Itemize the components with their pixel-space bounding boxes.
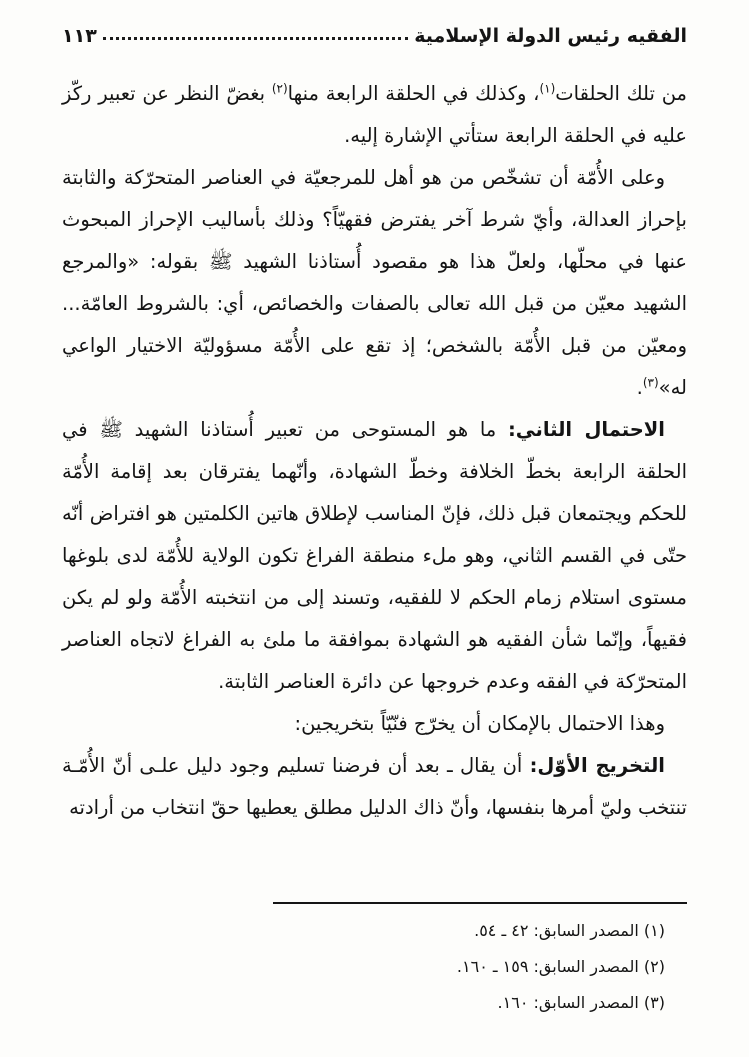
footnote-ref: (١) — [539, 81, 556, 96]
paragraph — [62, 745, 687, 829]
text-run: أن يقال ـ بعد أن فرضنا تسليم وجود دليل علـى أنّ الأُمّـة تنتخب وليّ أمرها بنفسها، وأنّ ذاك الدليل مطلق يعطيها حقّ انتخاب من أرادته — [62, 754, 687, 819]
text-run: بغضّ النظر عن تعبير ركّز عليه في الحلقة الرابعة ستأتي الإشارة إليه. — [62, 82, 687, 147]
page-number: ١١٣ — [62, 25, 97, 47]
footnote-ref: (٢) — [271, 81, 288, 96]
paragraph — [62, 703, 687, 745]
text-run: وعلى الأُمّة أن تشخّص من هو أهل للمرجعيّة في العناصر المتحرّكة والثابتة بإحراز العدالة، وأيّ شرط آخر يفترض فقهيّاً؟ وذلك بأساليب الإحراز المبحوث عنها في محلّها، ولعلّ هذا هو مقصود أُستاذنا الشهيد ﷺ بقوله: «والمرجع الشهيد معيّن من قبل الله تعالى بالصفات والخصائص، أي: بالشروط العامّة... ومعيّن من قبل الأُمّة بالشخص؛ إذ تقع على الأُمّة مسؤوليّة الاختيار الواعي له» — [62, 166, 687, 399]
dotted-leader — [103, 37, 408, 40]
page-header — [62, 25, 687, 47]
bold-lead: الاحتمال الثاني: — [507, 418, 665, 441]
footnote-list — [62, 913, 687, 1021]
text-run: ما هو المستوحى من تعبير أُستاذنا الشهيد ﷺ في الحلقة الرابعة بخطّ الخلافة وخطّ الشهادة، وأنّهما يفترقان بعد إقامة الأُمّة للحكم ويجتمعان قبل ذلك، فإنّ المناسب لإطلاق هاتين الكلمتين هو افتراض أنّه حتّى في القسم الثاني، وهو ملء منطقة الفراغ تكون الولاية للأُمّة لدى بلوغها مستوى استلام زمام الحكم لا للفقيه، وتسند إلى من انتخبته الأُمّة ولو لم يكن فقيهاً، وإنّما شأن الفقيه هو الشهادة بموافقة ما ملئ به الفراغ لاتجاه العناصر المتحرّكة في الفقه وعدم خروجها عن دائرة العناصر الثابتة. — [62, 418, 687, 693]
footnotes-section — [62, 902, 687, 1021]
text-run: . — [636, 376, 643, 399]
footnote: (٣) المصدر السابق: ١٦٠. — [497, 993, 665, 1012]
body-text — [62, 73, 687, 829]
text-run: من تلك الحلقات — [555, 82, 687, 105]
bold-lead: التخريج الأوّل: — [529, 754, 665, 777]
running-title: الفقيه رئيس الدولة الإسلامية — [414, 25, 687, 47]
paragraph — [62, 157, 687, 409]
text-run: وهذا الاحتمال بالإمكان أن يخرّج فنّيّاً بتخريجين: — [294, 712, 665, 735]
paragraph — [62, 409, 687, 703]
paragraph — [62, 73, 687, 157]
footnote-ref: (٣) — [642, 375, 659, 390]
text-run: ، وكذلك في الحلقة الرابعة منها — [287, 82, 540, 105]
footnote: (٢) المصدر السابق: ١٥٩ ـ ١٦٠. — [456, 957, 665, 976]
footnote-separator — [273, 902, 687, 904]
footnote: (١) المصدر السابق: ٤٢ ـ ٥٤. — [474, 921, 665, 940]
